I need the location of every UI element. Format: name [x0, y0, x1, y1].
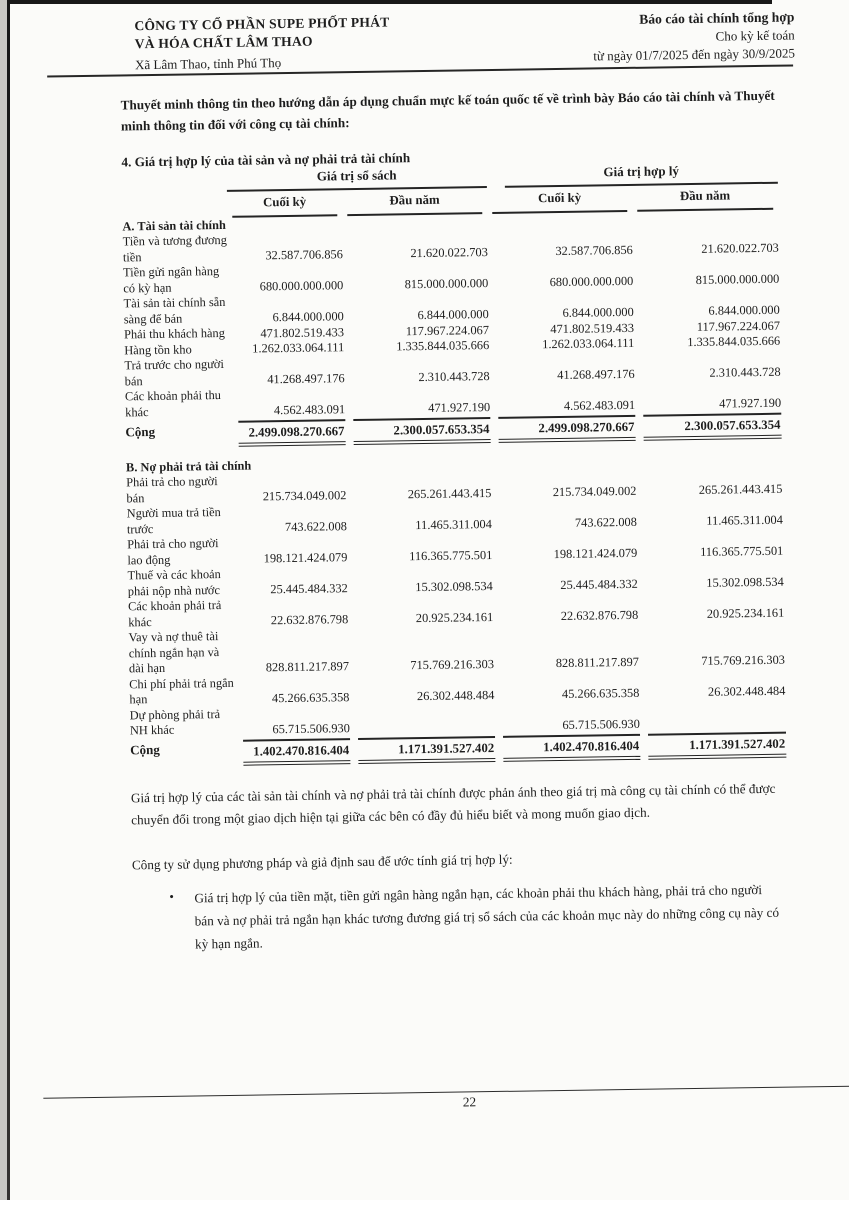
amount-cell: 41.268.497.176 — [267, 371, 345, 387]
amount-cell: 680.000.000.000 — [259, 278, 344, 294]
amount-cell: 11.465.311.004 — [706, 512, 783, 528]
scan-edge-left-margin — [0, 0, 7, 1200]
company-name-line1: CÔNG TY CỔ PHẦN SUPE PHỐT PHÁT — [134, 14, 390, 34]
amount-cell: 25.445.484.332 — [270, 581, 348, 597]
total-amount: 2.300.057.653.354 — [643, 413, 781, 441]
amount-cell: 6.844.000.000 — [417, 307, 489, 323]
company-block — [119, 13, 390, 73]
scan-edge-left-line — [7, 0, 10, 1200]
amount-cell: 6.844.000.000 — [272, 309, 344, 325]
amount-cell: 21.620.022.703 — [701, 240, 779, 256]
amount-cell: 25.445.484.332 — [560, 576, 638, 593]
section-b-title: B. Nợ phải trả tài chính — [125, 458, 252, 475]
amount-cell: 471.802.519.433 — [550, 320, 635, 336]
amount-cell: 4.562.483.091 — [563, 397, 636, 414]
row-label: Thuế và các khoản phải nộp nhà nước — [127, 567, 221, 599]
amount-cell: 11.465.311.004 — [415, 517, 492, 533]
amount-cell: 1.262.033.064.111 — [252, 340, 345, 356]
company-name-line2: VÀ HÓA CHẤT LÂM THAO — [134, 33, 313, 52]
method-intro-paragraph: Công ty sử dụng phương pháp và giả định sau để ước tính giá trị hợp lý: — [131, 851, 513, 873]
amount-cell: 265.261.443.415 — [698, 481, 783, 498]
row-label: Người mua trả tiền trước — [126, 505, 221, 537]
row-label: Trả trước cho người bán — [124, 357, 224, 389]
amount-cell: 2.310.443.728 — [418, 369, 490, 385]
amount-cell: 471.927.190 — [719, 395, 782, 411]
document-header — [119, 7, 795, 73]
total-amount: 2.499.098.270.667 — [498, 415, 635, 443]
amount-cell: 215.734.049.002 — [552, 483, 637, 500]
column-header-end-of-period-fair: Cuối kỳ — [492, 186, 627, 214]
amount-cell: 680.000.000.000 — [549, 273, 634, 290]
scan-edge-top — [0, 0, 772, 4]
report-period-range: từ ngày 01/7/2025 đến ngày 30/9/2025 — [593, 45, 796, 64]
group-header-fair-value: Giá trị hợp lý — [505, 162, 778, 188]
amount-cell: 22.632.876.798 — [560, 607, 639, 624]
amount-cell: 65.715.506.930 — [272, 720, 350, 736]
amount-cell: 828.811.217.897 — [555, 654, 640, 670]
total-label: Cộng — [125, 423, 156, 440]
amount-cell: 20.925.234.161 — [415, 610, 494, 626]
amount-cell: 22.632.876.798 — [270, 612, 349, 628]
total-amount: 2.300.057.653.354 — [353, 417, 490, 445]
amount-cell: 715.769.216.303 — [410, 656, 495, 672]
amount-cell: 116.365.775.501 — [700, 543, 784, 560]
amount-cell: 471.802.519.433 — [260, 324, 345, 341]
amount-cell: 743.622.008 — [284, 519, 348, 535]
total-amount: 1.171.391.527.402 — [358, 736, 495, 764]
row-label: Phải thu khách hàng — [123, 326, 225, 342]
amount-cell — [640, 698, 786, 731]
amount-cell: 4.562.483.091 — [273, 402, 346, 418]
report-title: Báo cáo tài chính tổng hợp — [639, 9, 795, 27]
amount-cell: 815.000.000.000 — [695, 271, 780, 288]
amount-cell: 41.268.497.176 — [557, 366, 635, 383]
amount-cell: 6.844.000.000 — [708, 302, 780, 318]
fair-value-table — [122, 162, 787, 767]
amount-cell: 743.622.008 — [574, 514, 637, 530]
report-info-block — [593, 7, 795, 64]
row-label: Vay và nợ thuê tài chính ngắn hạn và dài hạn — [128, 629, 220, 676]
row-label: Dự phòng phải trả NH khác — [129, 706, 221, 738]
amount-cell: 21.620.022.703 — [410, 245, 488, 261]
amount-cell: 471.927.190 — [428, 400, 491, 416]
amount-cell: 117.967.224.067 — [405, 322, 490, 338]
bullet-item — [132, 879, 783, 957]
row-label: Phải trả cho người bán — [126, 474, 218, 506]
amount-cell: 198.121.424.079 — [263, 550, 348, 566]
total-amount: 1.171.391.527.402 — [648, 731, 786, 759]
column-header-start-of-year-book: Đầu năm — [347, 188, 482, 216]
amount-cell: 1.335.844.035.666 — [396, 338, 490, 354]
amount-cell: 117.967.224.067 — [696, 318, 781, 334]
amount-cell — [350, 703, 495, 736]
amount-cell: 6.844.000.000 — [562, 304, 634, 321]
row-label: Các khoản phải trả khác — [127, 598, 222, 630]
amount-cell: 828.811.217.897 — [265, 658, 350, 674]
section-a-title: A. Tài sản tài chính — [122, 218, 226, 234]
total-amount: 1.402.470.816.404 — [243, 738, 350, 766]
amount-cell: 32.587.706.856 — [265, 247, 343, 263]
column-header-end-of-period-book: Cuối kỳ — [232, 190, 337, 218]
amount-cell: 815.000.000.000 — [404, 276, 489, 292]
amount-cell: 265.261.443.415 — [407, 486, 492, 502]
amount-cell: 2.310.443.728 — [709, 364, 781, 380]
row-label: Tiền và tương đương tiền — [122, 233, 227, 265]
row-label: Tài sản tài chính sẵn sàng để bán — [123, 295, 226, 327]
amount-cell: 26.302.448.484 — [707, 683, 786, 699]
total-label: Cộng — [130, 742, 160, 758]
amount-cell: 198.121.424.079 — [553, 545, 638, 562]
report-period-label: Cho kỳ kế toán — [715, 27, 795, 44]
table-section-title: 4. Giá trị hợp lý của tài sản và nợ phải trả tài chính — [121, 150, 411, 170]
amount-cell: 45.266.635.358 — [561, 685, 640, 701]
amount-cell: 32.587.706.856 — [555, 242, 633, 259]
row-label: Các khoản phải thu khác — [124, 388, 222, 420]
group-header-book-value: Giá trị sổ sách — [227, 166, 487, 192]
amount-cell: 1.262.033.064.111 — [542, 335, 635, 352]
amount-cell: 15.302.098.534 — [415, 579, 493, 595]
total-amount: 2.499.098.270.667 — [238, 419, 345, 447]
amount-cell: 715.769.216.303 — [701, 652, 786, 668]
amount-cell: 215.734.049.002 — [262, 488, 347, 504]
page-number: 22 — [462, 1094, 477, 1110]
intro-note: Thuyết minh thông tin theo hướng dẫn áp dụng chuẩn mực kế toán quốc tế về trình bày Báo cáo tài chính và Thuyết minh thông tin đối với công cụ tài chính: — [120, 87, 775, 134]
row-label: Tiền gửi ngân hàng có kỳ hạn — [123, 264, 220, 296]
column-header-start-of-year-fair: Đầu năm — [637, 184, 773, 212]
amount-cell: 1.335.844.035.666 — [687, 333, 781, 350]
amount-cell: 116.365.775.501 — [409, 548, 493, 564]
company-address: Xã Lâm Thao, tỉnh Phú Thọ — [134, 54, 282, 73]
amount-cell: 45.266.635.358 — [271, 689, 350, 705]
fair-value-explanation-paragraph: Giá trị hợp lý của các tài sản tài chính và nợ phải trả tài chính được phản ánh theo giá trị mà công cụ tài chính có thể được chuyển đổi trong một giao dịch hiện tại giữa các bên có đầy đủ hiểu biết và mong muốn giao dịch. — [130, 780, 776, 828]
row-label: Phải trả cho người lao động — [127, 536, 219, 568]
amount-cell: 65.715.506.930 — [562, 716, 640, 732]
amount-cell: 20.925.234.161 — [706, 605, 785, 621]
total-amount: 1.402.470.816.404 — [503, 733, 640, 761]
bullet-marker: • — [169, 889, 175, 905]
row-label: Chi phí phải trả ngắn hạn — [129, 675, 234, 707]
amount-cell: 26.302.448.484 — [416, 687, 495, 703]
amount-cell: 15.302.098.534 — [706, 574, 784, 590]
bullet-text: Giá trị hợp lý của tiền mặt, tiền gửi ngân hàng ngắn hạn, các khoản phải thu khách hàng, phải trả cho người bán và nợ phải trả ngắn hạn khác tương đương giá trị sổ sách của các khoản mục này do những công cụ này có kỳ hạn ngắn. — [194, 882, 780, 952]
footer-divider — [43, 1086, 849, 1099]
row-label: Hàng tồn kho — [124, 342, 192, 358]
